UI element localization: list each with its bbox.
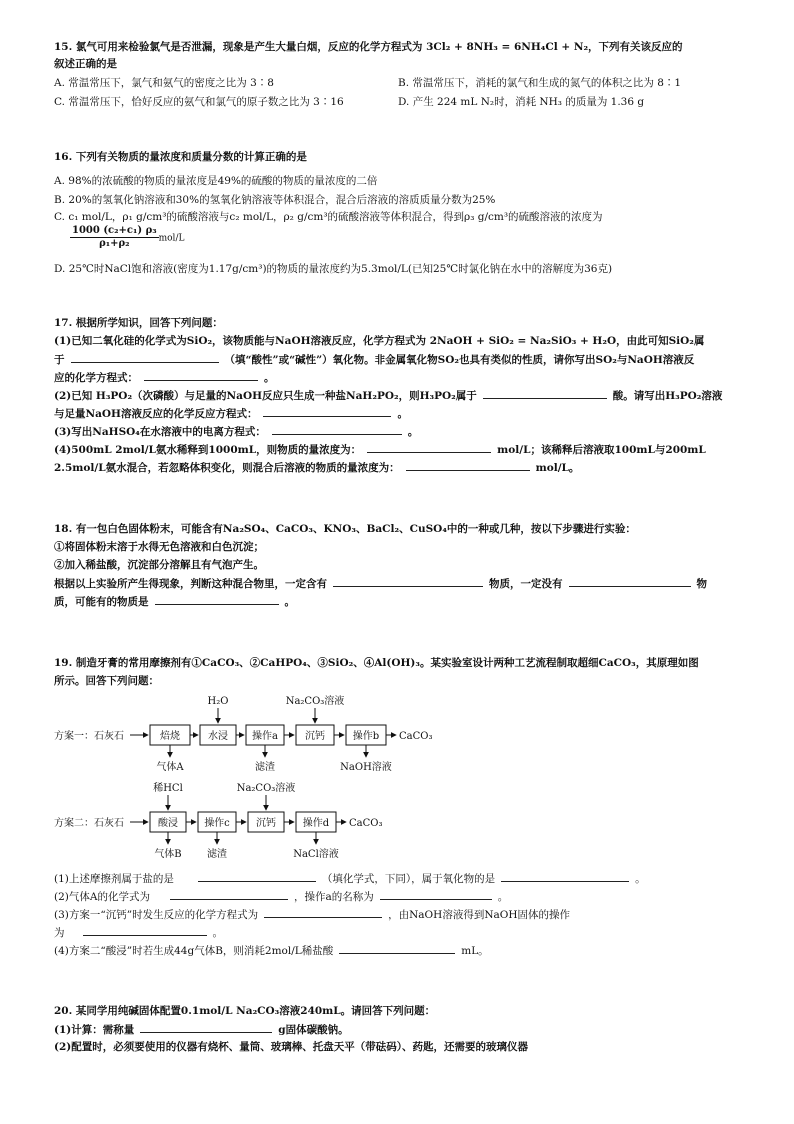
flow1-output1: 气体A	[156, 762, 184, 773]
flow1-output2: 滤渣	[255, 762, 275, 773]
flow2-input2: Na₂CO₃溶液	[236, 783, 296, 794]
q17-line2: 于 （填“酸性”或“碱性”）氧化物。非金属氧化物SO₂也具有类似的性质，请你写出SO₂与NaOH溶液反	[54, 354, 695, 366]
flow1-input2: Na₂CO₃溶液	[285, 696, 345, 707]
q19-line2: (2)气体A的化学式为 ，操作a的名称为 。	[54, 891, 509, 903]
q20-line1: (1)计算：需称量 g固体碳酸钠。	[54, 1024, 349, 1036]
answer-blank[interactable]	[339, 943, 455, 954]
q19-line5: (4)方案二“酸浸”时若生成44g气体B，则消耗2mol/L稀盐酸 mL。	[54, 945, 489, 957]
answer-blank[interactable]	[333, 576, 483, 587]
answer-blank[interactable]	[406, 460, 530, 471]
q17-line4: (2)已知 H₃PO₂（次磷酸）与足量的NaOH反应只生成一种盐NaH₂PO₂，则H₃PO₂属于 酸。请写出H₃PO₂溶液	[54, 390, 723, 402]
answer-blank[interactable]	[569, 576, 691, 587]
q18-step2: ②加入稀盐酸，沉淀部分溶解且有气泡产生。	[54, 559, 264, 571]
fraction: $\frac{\text{1000 (c₂+c₁) ρ₃}}{\text{ρ₁+ρ₂}}$	[72, 225, 157, 249]
answer-blank[interactable]	[264, 907, 382, 918]
flow2-input1: 稀HCl	[153, 783, 183, 794]
q20-line2: (2)配置时，必须要使用的仪器有烧杯、量筒、玻璃棒、托盘天平（带砝码）、药匙，还需要的玻璃仪器	[54, 1041, 528, 1053]
flow2-output3: NaCl溶液	[293, 849, 339, 860]
answer-blank[interactable]	[272, 424, 402, 435]
q16-option-d: D. 25℃时NaCl饱和溶液(密度为1.17g/cm³)的物质的量浓度约为5.3mol/L(已知25℃时氯化钠在水中的溶解度为36克)	[54, 263, 613, 275]
flow1-step1: 焙烧	[160, 731, 180, 742]
q15-option-d: D. 产生 224 mL N₂时，消耗 NH₃ 的质量为 1.36 g	[398, 96, 645, 108]
q18-line3: 根据以上实验所产生得现象，判断这种混合物里，一定含有 物质，一定没有 物	[54, 578, 707, 590]
flow2-output1: 气体B	[154, 849, 182, 860]
q15-stem-line2: 叙述正确的是	[54, 58, 117, 70]
q17-line8: 2.5mol/L氨水混合，若忽略体积变化，则混合后溶液的物质的量浓度为： mol/L。	[54, 462, 580, 474]
q16-option-b: B. 20%的氢氧化钠溶液和30%的氢氧化钠溶液等体积混合，混合后溶液的溶质质量分数为25%	[54, 194, 496, 206]
q17-line1: (1)已知二氧化硅的化学式为SiO₂，该物质能与NaOH溶液反应，化学方程式为 2NaOH + SiO₂ = Na₂SiO₃ + H₂O，由此可知SiO₂属	[54, 335, 705, 347]
flow1-input1: H₂O	[207, 696, 229, 707]
answer-blank[interactable]	[263, 406, 391, 417]
q19-stem: 19. 制造牙膏的常用摩擦剂有①CaCO₃、②CaHPO₄、③SiO₂、④Al(OH)₃。某实验室设计两种工艺流程制取超细CaCO₃，其原理如图	[54, 657, 699, 669]
q15-option-a: A. 常温常压下，氯气和氨气的密度之比为 3∶8	[54, 77, 274, 89]
q19-line4: 为 。	[54, 927, 223, 939]
q17-stem: 17. 根据所学知识，回答下列问题：	[54, 317, 223, 329]
answer-blank[interactable]	[140, 1022, 272, 1033]
answer-blank[interactable]	[71, 352, 219, 363]
q17-line5: 与足量NaOH溶液反应的化学反应方程式： 。	[54, 408, 408, 420]
answer-blank[interactable]	[83, 925, 207, 936]
process-flow-diagram	[0, 690, 794, 865]
q20-stem: 20. 某同学用纯碱固体配置0.1mol/L Na₂CO₃溶液240mL。请回答下列问题：	[54, 1005, 436, 1017]
answer-blank[interactable]	[170, 889, 288, 900]
answer-blank[interactable]	[155, 594, 279, 605]
flow2-label: 方案二：石灰石	[54, 818, 124, 829]
answer-blank[interactable]	[501, 871, 629, 882]
q17-line3: 应的化学方程式： 。	[54, 372, 275, 384]
q17-line6: (3)写出NaHSO₄在水溶液中的电离方程式： 。	[54, 426, 419, 438]
answer-blank[interactable]	[198, 871, 316, 882]
flow2-step2: 操作c	[204, 818, 230, 829]
q15-stem-line1: 15. 氯气可用来检验氯气是否泄漏，现象是产生大量白烟，反应的化学方程式为 3Cl₂ + 8NH₃ = 6NH₄Cl + N₂，下列有关该反应的	[54, 41, 683, 53]
flow1-output3: NaOH溶液	[340, 762, 392, 773]
q19-stem2: 所示。回答下列问题：	[54, 675, 159, 687]
q19-line3: (3)方案一“沉钙”时发生反应的化学方程式为 ，由NaOH溶液得到NaOH固体的操作	[54, 909, 571, 921]
q18-stem: 18. 有一包白色固体粉末，可能含有Na₂SO₄、CaCO₃、KNO₃、BaCl₂、CuSO₄中的一种或几种，按以下步骤进行实验：	[54, 523, 636, 535]
q16-stem: 16. 下列有关物质的量浓度和质量分数的计算正确的是	[54, 151, 307, 163]
flow2-step4: 操作d	[302, 818, 330, 829]
flow1-step4: 沉钙	[305, 731, 325, 742]
flow1-step3: 操作a	[252, 731, 278, 742]
q16-option-c-formula: $\frac{\text{1000 (c₂+c₁) ρ₃}}{\text{ρ₁+ρ₂}}$ mol/L	[72, 225, 185, 249]
answer-blank[interactable]	[367, 442, 491, 453]
flow1-label: 方案一：石灰石	[54, 731, 124, 742]
flow2-step1: 酸浸	[158, 818, 178, 829]
q16-option-c: C. c₁ mol/L，ρ₁ g/cm³的硫酸溶液与c₂ mol/L，ρ₂ g/cm³的硫酸溶液等体积混合，得到ρ₃ g/cm³的硫酸溶液的浓度为	[54, 211, 603, 223]
flow1-step5: 操作b	[352, 731, 380, 742]
q18-line4: 质，可能有的物质是 。	[54, 596, 295, 608]
flow1-product: CaCO₃	[399, 731, 433, 742]
flow2-output2: 滤渣	[207, 849, 227, 860]
flow2-step3: 沉钙	[256, 818, 276, 829]
q17-line7: (4)500mL 2mol/L氨水稀释到1000mL，则物质的量浓度为： mol/L；该稀释后溶液取100mL与200mL	[54, 444, 706, 456]
q16-option-a: A. 98%的浓硫酸的物质的量浓度是49%的硫酸的物质的量浓度的二倍	[54, 175, 378, 187]
flow1-step2: 水浸	[208, 731, 228, 742]
q19-line1: (1)上述摩擦剂属于盐的是 （填化学式，下同），属于氧化物的是 。	[54, 873, 646, 885]
answer-blank[interactable]	[483, 388, 607, 399]
q15-option-b: B. 常温常压下，消耗的氯气和生成的氮气的体积之比为 8∶1	[398, 77, 682, 89]
flow2-product: CaCO₃	[349, 818, 383, 829]
answer-blank[interactable]	[144, 370, 258, 381]
q18-step1: ①将固体粉末溶于水得无色溶液和白色沉淀；	[54, 541, 264, 553]
q15-option-c: C. 常温常压下，恰好反应的氨气和氯气的原子数之比为 3∶16	[54, 96, 344, 108]
answer-blank[interactable]	[380, 889, 492, 900]
